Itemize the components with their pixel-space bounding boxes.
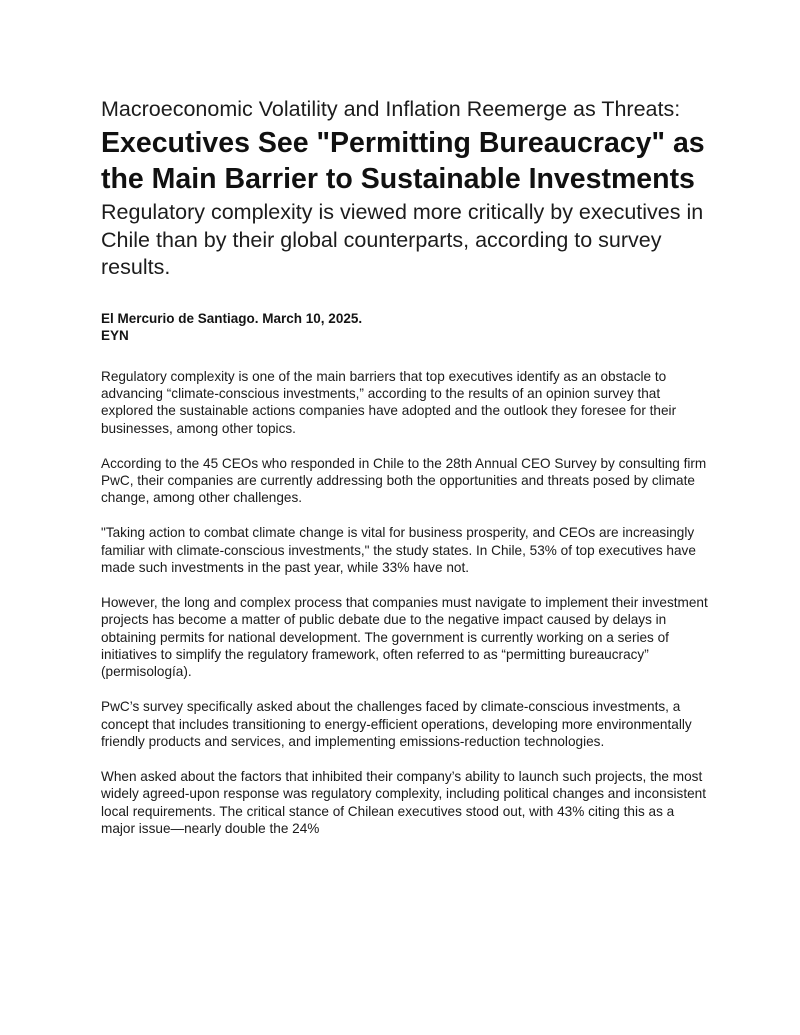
paragraph: According to the 45 CEOs who responded in Chile to the 28th Annual CEO Survey by consulting firm PwC, their companies are currently addressing both the opportunities and threats posed by climate change, among other challenges.: [101, 455, 707, 506]
article: [101, 96, 711, 855]
paragraph: However, the long and complex process that companies must navigate to implement their investment projects has become a matter of public debate due to the negative impact caused by delays in obtaining permits for national development. The government is currently working on a series of initiatives to simplify the regulatory framework, often referred to as “permitting bureaucracy” (permisología).: [101, 594, 708, 680]
article-headline: Executives See "Permitting Bureaucracy" as the Main Barrier to Sustainable Investments: [101, 127, 705, 195]
article-kicker: Macroeconomic Volatility and Inflation Reemerge as Threats:: [101, 97, 681, 121]
article-body: [101, 368, 711, 838]
paragraph: When asked about the factors that inhibited their company’s ability to launch such projects, the most widely agreed-upon response was regulatory complexity, including political changes and inconsistent local requirements. The critical stance of Chilean executives stood out, with 43% citing this as a major issue—nearly double the 24%: [101, 768, 707, 836]
byline: [101, 310, 711, 344]
source-line: El Mercurio de Santiago. March 10, 2025.: [101, 310, 363, 326]
paragraph: Regulatory complexity is one of the main barriers that top executives identify as an obstacle to advancing “climate-conscious investments,” according to the results of an opinion survey that explored the sustainable actions companies have adopted and the outlook they foresee for their businesses, among other topics.: [101, 368, 677, 436]
author: EYN: [101, 327, 129, 343]
paragraph: PwC’s survey specifically asked about the challenges faced by climate-conscious investments, a concept that includes transitioning to energy-efficient operations, developing more environmentally friendly products and services, and implementing emissions-reduction technologies.: [101, 699, 692, 749]
article-subhead: Regulatory complexity is viewed more critically by executives in Chile than by their global counterparts, according to survey results.: [101, 200, 704, 279]
paragraph: "Taking action to combat climate change is vital for business prosperity, and CEOs are increasingly familiar with climate-conscious investments," the study states. In Chile, 53% of top executives have made such investments in the past year, while 33% have not.: [101, 525, 696, 575]
